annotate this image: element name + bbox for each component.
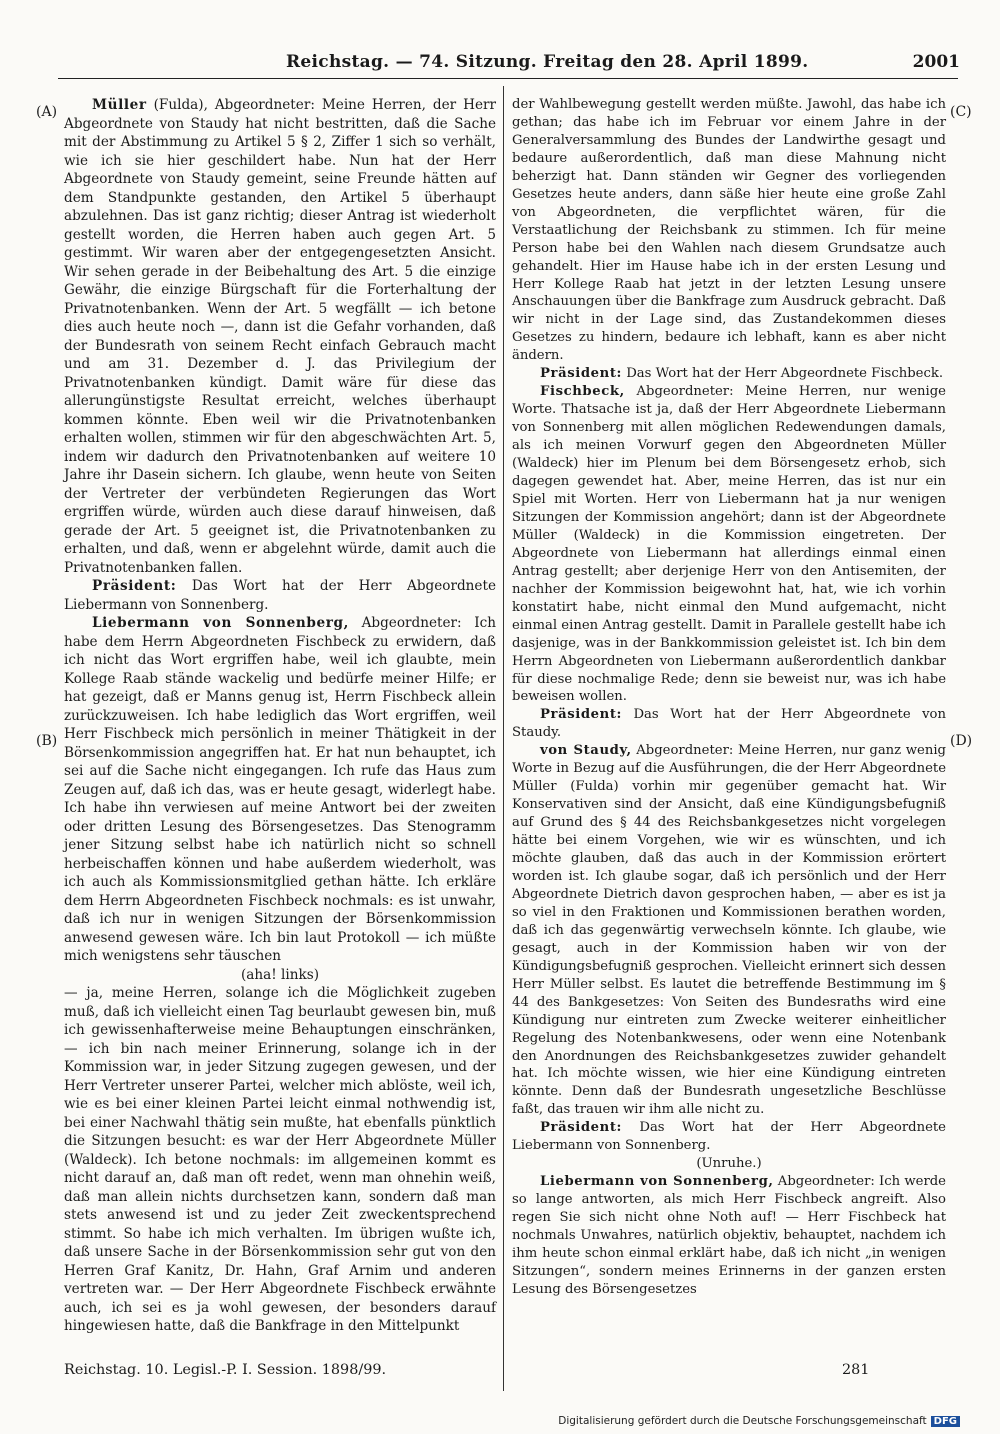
footer-session-info: Reichstag. 10. Legisl.-P. I. Session. 1898/99. xyxy=(64,1362,387,1378)
credit-text: Digitalisierung gefördert durch die Deutsche Forschungsgemeinschaft xyxy=(558,1415,927,1427)
speech-text: Das Wort hat der Herr Abgeordnete Liebermann von Sonnenberg. xyxy=(512,1120,946,1154)
right-column xyxy=(512,96,946,1299)
speech-continuation: — ja, meine Herren, solange ich die Möglichkeit zugeben muß, daß ich vielleicht einen Tag beurlaubt gewesen bin, muß ich gewissenhafterweise meine Behauptungen einschränken, — ich bin nach meiner Erinnerung, solange ich in der Kommission war, in jeder Sitzung zugegen gewesen, und der Herr Vertreter unserer Partei, welcher mich ablöste, weil ich, wie es bei einer kleinen Partei leicht einmal nothwendig ist, bei einer Nachwahl thätig sein mußte, hat ebenfalls pünktlich die Sitzungen besucht: es war der Herr Abgeordnete Müller (Waldeck). Ich betone nochmals: im allgemeinen kommt es nicht darauf an, daß man oft redet, wenn man ohnehin weiß, daß man allein nichts durchsetzen kann, sondern daß man stets anwesend ist und zu jeder Zeit zweckentsprechend stimmt. So habe ich mich verhalten. Im übrigen wußte ich, daß unsere Sache in der Börsenkommission sehr gut von den Herren Graf Kanitz, Dr. Hahn, Graf Arnim und anderen vertreten war. — Der Herr Abgeordnete Fischbeck erwähnte auch, ich sei es ja wohl gewesen, der besonders darauf hingewiesen hatte, daß die Bankfrage in den Mittelpunkt xyxy=(64,985,496,1334)
speech-text: Abgeordneter: Ich werde so lange antworten, als mich Herr Fischbeck angreift. Also regen Sie sich nicht ohne Noth auf! — Herr Fischbeck hat nochmals Unwahres, natürlich objektiv, behauptet, nachdem ich ihm heute schon einmal erklärt habe, daß ich nicht „in wenigen Sitzungen“, sondern meines Erinnerns in der ganzen ersten Lesung des Börsengesetzes xyxy=(512,1174,946,1297)
speech-liebermann xyxy=(512,1173,946,1299)
margin-mark-b: (B) xyxy=(36,733,58,749)
interjection: (Unruhe.) xyxy=(696,1156,762,1172)
speaker-name: Müller xyxy=(92,97,147,113)
speech-mueller xyxy=(64,96,496,577)
speech-text: Das Wort hat der Herr Abgeordnete von Staudy. xyxy=(512,707,946,741)
president-remark xyxy=(64,577,496,614)
speaker-name: Liebermann von Sonnenberg, xyxy=(92,615,349,631)
margin-mark-a: (A) xyxy=(36,104,58,120)
page-header xyxy=(58,52,960,76)
speaker-name: Präsident: xyxy=(540,707,623,723)
digitization-credit xyxy=(558,1415,960,1427)
speech-continuation: der Wahlbewegung gestellt werden müßte. Jawohl, das habe ich gethan; das habe ich im Februar vor einem Jahre in der Generalversammlung des Bundes der Landwirthe gesagt und bedaure außerordentlich, daß man diese Mahnung nicht beherzigt hat. Dann ständen wir Gegner des vorliegenden Gesetzes heute anders, dann säße hier heute eine große Zahl von Abgeordneten, die verpflichtet wären, für die Verstaatlichung der Reichsbank zu stimmen. Ich für meine Person habe bei den Wahlen nach diesem Grundsatze auch gehandelt. Hier im Hause habe ich in der ersten Lesung und Herr Kollege Raab hat jetzt in der letzten Lesung unsere Anschauungen über die Bankfrage zum Ausdruck gebracht. Daß wir nicht in der Lage sind, das Zustandekommen dieses Gesetzes zu hindern, bedaure ich lebhaft, kann es aber nicht ändern. xyxy=(512,97,946,364)
footer-sheet-number: 281 xyxy=(842,1362,870,1378)
interjection: (aha! links) xyxy=(240,966,320,983)
speech-text: Das Wort hat der Herr Abgeordnete Liebermann von Sonnenberg. xyxy=(64,578,496,613)
speaker-name: Präsident: xyxy=(540,366,623,382)
page-number: 2001 xyxy=(912,52,960,72)
speech-text: Abgeordneter: Ich habe dem Herrn Abgeordneten Fischbeck zu erwidern, daß ich nicht das Wort ergriffen habe, weil ich glaubte, mein Kollege Raab stände wackelig und bedürfe meiner Hilfe; er hat gezeigt, daß er Manns genug ist, Herrn Fischbeck allein zurückzuweisen. Ich habe lediglich das Wort ergriffen, weil Herr Fischbeck mich persönlich in meiner Thätigkeit in der Börsenkommission angegriffen hat. Er hat nun behauptet, ich sei auf die Sache nicht eingegangen. Ich rufe das Haus zum Zeugen auf, daß ich das, was er heute gesagt, widerlegt habe. Ich habe ihn verwiesen auf meine Antwort bei der zweiten oder dritten Lesung des Börsengesetzes. Das Stenogramm jener Sitzung selbst habe ich natürlich nicht so schnell herbeischaffen können und habe außerdem wiederholt, was ich auch als Kommissionsmitglied gethan hätte. Ich erkläre dem Herrn Abgeordneten Fischbeck nochmals: es ist unwahr, daß ich nur in wenigen Sitzungen der Börsenkommission anwesend gewesen wäre. Ich bin laut Protokoll — ich müßte mich wenigstens sehr täuschen xyxy=(64,615,496,964)
column-divider xyxy=(503,86,504,1391)
running-title: Reichstag. — 74. Sitzung. Freitag den 28. April 1899. xyxy=(286,52,809,72)
dfg-logo-icon: DFG xyxy=(931,1416,960,1427)
speech-text: Das Wort hat der Herr Abgeordnete Fischbeck. xyxy=(622,366,944,382)
speech-fischbeck xyxy=(512,383,946,706)
left-column xyxy=(64,96,496,1336)
speech-text: (Fulda), Abgeordneter: Meine Herren, der Herr Abgeordnete von Staudy hat nicht bestritten, daß die Sache mit der Abstimmung zu Artikel 5 § 2, Ziffer 1 sich so verhält, wie ich sie hier geschildert habe. Nun hat der Herr Abgeordnete von Staudy gemeint, seine Freunde hätten auf dem Standpunkte gestanden, den Artikel 5 überhaupt abzulehnen. Das ist ganz richtig; dieser Antrag ist wiederholt gestellt worden, die Herren haben auch gegen Art. 5 gestimmt. Wir waren aber der entgegengesetzten Ansicht. Wir sehen gerade in der Beibehaltung des Art. 5 die einzige Gewähr, die einzige Bürgschaft für die Forterhaltung der Privatnotenbanken. Wenn der Art. 5 wegfällt — ich betone dies auch heute noch —, dann ist die Gefahr vorhanden, daß der Bundesrath von seinem Recht einfach Gebrauch macht und am 31. Dezember d. J. das Privilegium der Privatnotenbanken kündigt. Damit wäre für diese das allerungünstigste Resultat erreicht, welches überhaupt kommen könnte. Eben weil wir die Privatnotenbanken erhalten wollen, stimmen wir für den abgeschwächten Art. 5, indem wir dadurch den Privatnotenbanken auf weitere 10 Jahre ihr Dasein sichern. Ich glaube, wenn heute von Seiten der Vertreter der verbündeten Regierungen das Wort ergriffen würde, würden auch diese darauf hinweisen, daß gerade der Art. 5 geeignet ist, die Privatnotenbanken zu erhalten, und daß, wenn er abgelehnt würde, damit auch die Privatnotenbanken fallen. xyxy=(64,97,496,576)
president-remark xyxy=(512,365,946,383)
speech-staudy xyxy=(512,742,946,1119)
margin-mark-c: (C) xyxy=(950,104,972,120)
speech-text: Abgeordneter: Meine Herren, nur wenige Worte. Thatsache ist ja, daß der Herr Abgeordnete Liebermann von Sonnenberg mit allen möglichen Redewendungen damals, als ich meinen Vorwurf gegen den Abgeordneten Müller (Waldeck) hier im Plenum bei dem Börsengesetz erhob, sich dagegen gewendet hat. Aber, meine Herren, das ist nur ein Spiel mit Worten. Herr von Liebermann hat ja nur wenigen Sitzungen der Kommission angehört; dann ist der Abgeordnete Müller (Waldeck) in die Kommission eingetreten. Der Abgeordnete von Liebermann hat allerdings einmal einen Antrag gestellt; aber derjenige Herr von den Antisemiten, der nachher der Kommission beigewohnt hat, hat, wie ich vorhin konstatirt habe, nicht einmal den Mund aufgemacht, nicht einmal einen Antrag gestellt. Damit in Parallele gestellt habe ich dasjenige, was in der Bankkommission geleistet ist. Ich bin dem Herrn Abgeordneten von Liebermann außerordentlich dankbar für diese nochmalige Rede; denn sie beweist nur, was ich habe beweisen wollen. xyxy=(512,384,946,705)
speech-liebermann xyxy=(64,614,496,966)
header-rule xyxy=(58,78,958,79)
speaker-name: Liebermann von Sonnenberg, xyxy=(540,1174,774,1190)
speech-text: Abgeordneter: Meine Herren, nur ganz wenig Worte in Bezug auf die Ausführungen, die der Herr Abgeordnete Müller (Fulda) vorhin mir gegenüber gemacht hat. Wir Konservativen sind der Ansicht, daß eine Kündigungsbefugniß auf Grund des § 44 des Reichsbankgesetzes nicht vorgelegen hätte bei einem Vorgehen, wie wir es wünschten, und ich möchte glauben, daß das auch in der Kommission erörtert worden ist. Ich glaube sogar, daß ich persönlich und der Herr Abgeordnete Dietrich davon gesprochen haben, — aber es ist ja so viel in den Fraktionen und Kommissionen berathen worden, daß ich das gegenwärtig verwechseln könnte. Ich glaube, wie gesagt, auch in der Kommission haben wir von der Kündigungsbefugniß gesprochen. Vielleicht erinnert sich dessen Herr Müller selbst. Es lautet die betreffende Bestimmung im § 44 des Bankgesetzes: Von Seiten des Bundesraths wird eine Kündigung nur eintreten zum Zwecke weiterer einheitlicher Regelung des Notenbankwesens, oder wenn eine Notenbank den Anordnungen des Reichsbankgesetzes zuwider gehandelt hat. Ich möchte wissen, wie hier eine Kündigung eintreten könnte. Denn daß der Bundesrath ungesetzliche Beschlüsse faßt, das trauen wir ihm alle nicht zu. xyxy=(512,743,946,1118)
president-remark xyxy=(512,706,946,742)
margin-mark-d: (D) xyxy=(950,733,973,749)
president-remark xyxy=(512,1119,946,1155)
speaker-name: Fischbeck, xyxy=(540,384,625,400)
speaker-name: Präsident: xyxy=(540,1120,623,1136)
speaker-name: von Staudy, xyxy=(540,743,632,759)
speaker-name: Präsident: xyxy=(92,578,177,594)
